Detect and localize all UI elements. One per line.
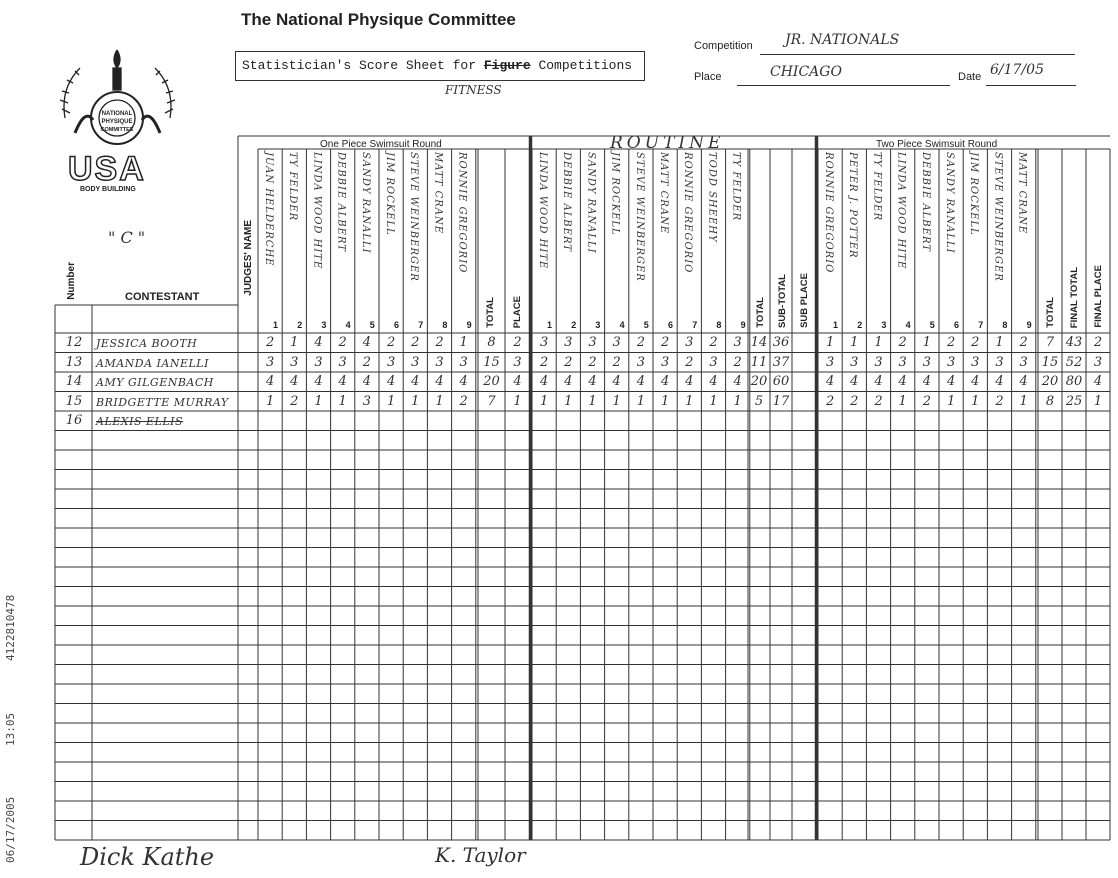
judge-name-r2-6: MATT CRANE <box>658 152 669 235</box>
row-5-number: 16 <box>65 413 83 428</box>
row-3-r3-score-1: 4 <box>825 374 835 389</box>
row-4-r3-score-3: 2 <box>874 393 883 409</box>
judge-name-r3-7: JIM ROCKELL <box>968 152 980 236</box>
row-2-r2-score-6: 3 <box>660 354 670 370</box>
r2-total-header: TOTAL <box>755 297 766 328</box>
row-4-r2-score-2: 1 <box>564 393 573 409</box>
row-2-r2-score-4: 2 <box>612 354 621 370</box>
number-header: Number <box>66 262 77 300</box>
judge-name-r1-5: SANDY RANALLI <box>359 152 371 254</box>
row-3-r3-score-2: 4 <box>850 374 859 389</box>
judge-name-r3-2: PETER J. POTTER <box>847 152 859 259</box>
row-2-r2-score-1: 2 <box>539 354 549 370</box>
row-4-r2-total: 5 <box>754 393 764 409</box>
row-1-r2-score-3: 3 <box>588 335 597 350</box>
row-3-r3-score-4: 4 <box>898 374 907 389</box>
judge-col-number-r3-3: 3 <box>881 320 887 330</box>
judges-name-header: JUDGES' NAME <box>243 220 254 296</box>
row-2-number: 13 <box>65 354 83 370</box>
judge-name-r2-8: TODD SHEEHY <box>706 152 718 243</box>
judge-col-number-r2-6: 6 <box>668 320 674 330</box>
row-4-r1-score-6: 1 <box>386 393 396 409</box>
row-2-r2-total: 11 <box>750 354 768 370</box>
row-2-r1-score-5: 2 <box>362 354 372 370</box>
row-4-final-place: 1 <box>1093 393 1103 409</box>
judge-col-number-r3-9: 9 <box>1026 320 1032 330</box>
handwritten-category: FITNESS <box>445 83 502 97</box>
row-1-r1-total: 8 <box>487 335 496 350</box>
row-1-r2-score-7: 3 <box>685 335 694 350</box>
row-1-r1-score-5: 4 <box>362 335 372 350</box>
round-label-3: Two Piece Swimsuit Round <box>876 139 998 150</box>
judge-col-number-r1-9: 9 <box>466 320 472 330</box>
svg-text:PHYSIQUE: PHYSIQUE <box>101 119 133 125</box>
row-4-r3-score-1: 2 <box>825 393 835 409</box>
judge-col-number-r1-6: 6 <box>394 320 400 330</box>
row-1-r2-score-5: 2 <box>636 335 646 350</box>
r2-subtotal-header: SUB-TOTAL <box>777 273 788 328</box>
row-4-r1-score-3: 1 <box>314 393 323 409</box>
row-3-r1-total: 20 <box>483 374 500 389</box>
judge-col-number-r1-7: 7 <box>418 320 424 330</box>
svg-text:COMMITTEE: COMMITTEE <box>100 127 134 133</box>
row-3-r3-score-9: 4 <box>1019 374 1028 389</box>
page-title: The National Physique Committee <box>241 10 516 29</box>
row-1-r3-score-7: 2 <box>971 335 980 350</box>
row-4-r2-score-7: 1 <box>685 393 694 409</box>
row-4-r1-score-9: 2 <box>459 393 468 409</box>
row-4-r2-score-9: 1 <box>733 393 742 409</box>
row-1-r3-score-1: 1 <box>825 335 835 350</box>
judge-name-r2-4: JIM ROCKELL <box>609 152 621 236</box>
row-2-r3-score-1: 3 <box>825 354 835 370</box>
judge-name-r3-8: STEVE WEINBERGER <box>992 152 1004 282</box>
row-3-r3-score-3: 4 <box>874 374 883 389</box>
date-label: Date <box>958 71 982 83</box>
row-1-r3-score-6: 2 <box>946 335 956 350</box>
row-3-r1-score-6: 4 <box>386 374 396 389</box>
row-4-r1-score-8: 1 <box>435 393 444 409</box>
row-1-r3-score-2: 1 <box>850 335 859 350</box>
judge-col-number-r2-4: 4 <box>619 320 625 330</box>
judge-col-number-r2-7: 7 <box>692 320 698 330</box>
row-3-r2-score-5: 4 <box>636 374 646 389</box>
date-value: 6/17/05 <box>990 62 1044 78</box>
row-3-r1-place: 4 <box>513 374 522 389</box>
judge-name-r3-5: DEBBIE ALBERT <box>919 152 931 252</box>
row-1-r1-score-2: 1 <box>290 335 299 350</box>
row-2-r1-score-2: 3 <box>290 354 299 370</box>
logo-usa: USA <box>68 150 146 188</box>
row-1-r1-score-9: 1 <box>459 335 468 350</box>
row-1-r2-score-2: 3 <box>564 335 573 350</box>
row-1-r3-score-4: 2 <box>898 335 907 350</box>
judge-name-r2-7: RONNIE GREGORIO <box>682 152 694 274</box>
row-3-final-place: 4 <box>1093 374 1103 389</box>
row-3-r3-score-5: 4 <box>922 374 932 389</box>
row-3-r1-score-4: 4 <box>338 374 347 389</box>
row-1-number: 12 <box>65 335 83 350</box>
row-3-r1-score-5: 4 <box>362 374 372 389</box>
judge-col-number-r2-2: 2 <box>571 320 577 330</box>
judge-name-r1-4: DEBBIE ALBERT <box>335 152 347 252</box>
row-2-r2-score-5: 3 <box>636 354 646 370</box>
row-4-r2-score-6: 1 <box>660 393 670 409</box>
row-4-r2-score-3: 1 <box>588 393 597 409</box>
row-2-final-total: 52 <box>1065 354 1083 370</box>
row-3-r2-score-2: 4 <box>564 374 573 389</box>
row-3-r1-score-8: 4 <box>435 374 444 389</box>
logo-bottom-text: BODY BUILDING <box>80 186 136 193</box>
final-place-header: FINAL PLACE <box>1093 265 1104 328</box>
class-letter: " C " <box>108 228 146 247</box>
row-1-r3-score-8: 1 <box>995 335 1004 350</box>
row-2-r1-score-7: 3 <box>411 354 420 370</box>
judge-col-number-r3-4: 4 <box>905 320 911 330</box>
r1-total-header: TOTAL <box>485 297 496 328</box>
row-1-r1-score-4: 2 <box>338 335 347 350</box>
row-3-contestant: AMY GILGENBACH <box>96 376 214 389</box>
row-1-r1-score-3: 4 <box>314 335 323 350</box>
row-4-r3-score-5: 2 <box>922 393 932 409</box>
row-3-final-total: 80 <box>1065 374 1083 389</box>
row-4-r2-score-1: 1 <box>539 393 549 409</box>
row-1-r3-score-9: 2 <box>1019 335 1028 350</box>
row-2-r1-score-4: 3 <box>338 354 347 370</box>
row-4-r2-score-4: 1 <box>612 393 621 409</box>
row-3-r1-score-2: 4 <box>290 374 299 389</box>
judge-name-r3-3: TY FELDER <box>871 152 883 222</box>
row-3-r1-score-9: 4 <box>459 374 468 389</box>
judge-col-number-r3-5: 5 <box>929 320 935 330</box>
row-4-r3-score-4: 1 <box>898 393 907 409</box>
row-1-r2-score-1: 3 <box>539 335 549 350</box>
row-3-r2-score-3: 4 <box>588 374 597 389</box>
row-4-r3-score-2: 2 <box>850 393 859 409</box>
row-4-r3-score-9: 1 <box>1019 393 1028 409</box>
row-1-final-total: 43 <box>1065 335 1083 350</box>
judge-name-r1-2: TY FELDER <box>287 152 299 222</box>
place-label: Place <box>694 71 722 83</box>
competition-value: JR. NATIONALS <box>785 32 900 48</box>
r2-subplace-header: SUB PLACE <box>799 273 810 328</box>
judge-col-number-r2-8: 8 <box>716 320 722 330</box>
row-2-r1-score-8: 3 <box>435 354 444 370</box>
row-3-r2-score-8: 4 <box>709 374 718 389</box>
contestant-header: CONTESTANT <box>125 291 200 303</box>
row-3-r3-score-6: 4 <box>946 374 956 389</box>
judge-col-number-r3-8: 8 <box>1002 320 1008 330</box>
row-2-r3-score-7: 3 <box>971 354 980 370</box>
place-value: CHICAGO <box>770 64 842 80</box>
row-2-r3-score-8: 3 <box>995 354 1004 370</box>
row-2-r3-score-2: 3 <box>850 354 859 370</box>
judge-col-number-r2-5: 5 <box>643 320 649 330</box>
row-2-final-place: 3 <box>1093 354 1103 370</box>
row-4-r1-total: 7 <box>487 393 496 409</box>
row-4-subtotal: 17 <box>772 393 790 409</box>
row-4-r3-score-6: 1 <box>946 393 956 409</box>
row-2-subtotal: 37 <box>772 354 790 370</box>
judge-name-r3-4: LINDA WOOD HITE <box>895 152 907 270</box>
r1-place-header: PLACE <box>512 295 523 328</box>
fax-stamp <box>4 595 17 863</box>
row-2-r1-score-3: 3 <box>314 354 323 370</box>
row-1-r1-score-6: 2 <box>386 335 396 350</box>
judge-col-number-r1-2: 2 <box>297 320 303 330</box>
row-2-r3-score-6: 3 <box>946 354 956 370</box>
row-2-r1-score-9: 3 <box>459 354 468 370</box>
row-1-r1-score-1: 2 <box>265 335 275 350</box>
row-3-r3-score-7: 4 <box>971 374 980 389</box>
row-4-r2-score-8: 1 <box>709 393 718 409</box>
row-1-r2-score-6: 2 <box>660 335 670 350</box>
row-1-r2-score-8: 2 <box>709 335 718 350</box>
judge-name-r2-5: STEVE WEINBERGER <box>633 152 645 282</box>
row-2-contestant: AMANDA IANELLI <box>96 356 209 370</box>
row-3-r1-score-7: 4 <box>411 374 420 389</box>
subtitle-prefix: Statistician's Score Sheet for <box>242 58 484 73</box>
judge-name-r1-3: LINDA WOOD HITE <box>311 152 323 270</box>
row-3-r2-score-7: 4 <box>685 374 694 389</box>
row-4-r1-score-4: 1 <box>338 393 347 409</box>
row-4-r3-total: 8 <box>1045 393 1055 409</box>
fax-date: 06/17/2005 <box>4 796 17 863</box>
competition-label: Competition <box>694 40 753 52</box>
row-1-r2-total: 14 <box>750 335 768 350</box>
row-2-r3-score-9: 3 <box>1019 354 1028 370</box>
final-total-header: FINAL TOTAL <box>1069 266 1080 328</box>
row-1-r2-score-9: 3 <box>733 335 742 350</box>
judge-name-r1-6: JIM ROCKELL <box>384 152 395 236</box>
row-1-subtotal: 36 <box>772 335 790 350</box>
row-3-r1-score-1: 4 <box>265 374 275 389</box>
row-2-r3-score-3: 3 <box>874 354 883 370</box>
row-2-r1-score-1: 3 <box>265 354 275 370</box>
row-2-r1-total: 15 <box>483 354 500 370</box>
judge-name-r3-6: SANDY RANALLI <box>944 152 955 254</box>
row-3-r3-total: 20 <box>1041 374 1059 389</box>
row-2-r3-score-4: 3 <box>898 354 907 370</box>
row-2-r2-score-3: 2 <box>588 354 597 370</box>
judge-col-number-r1-8: 8 <box>442 320 448 330</box>
subtitle-struck-word: Figure <box>483 58 531 73</box>
fax-time: 13:05 <box>4 712 17 746</box>
row-5-contestant: ALEXIS ELLIS <box>96 415 184 428</box>
judge-col-number-r1-1: 1 <box>273 320 279 330</box>
judge-name-r1-9: RONNIE GREGORIO <box>456 152 468 274</box>
judge-col-number-r1-3: 3 <box>321 320 327 330</box>
row-2-r2-score-2: 2 <box>564 354 573 370</box>
row-4-number: 15 <box>65 393 83 409</box>
judge-col-number-r1-5: 5 <box>369 320 375 330</box>
row-2-r3-score-5: 3 <box>922 354 932 370</box>
judge-name-r2-3: SANDY RANALLI <box>585 152 597 254</box>
fax-id: 4122810478 <box>4 595 17 662</box>
row-1-r3-total: 7 <box>1045 335 1055 350</box>
row-3-r2-score-1: 4 <box>539 374 549 389</box>
judge-name-r3-9: MATT CRANE <box>1016 152 1028 235</box>
judge-name-r2-2: DEBBIE ALBERT <box>561 152 573 252</box>
date-line <box>986 85 1076 86</box>
judge-col-number-r3-6: 6 <box>954 320 960 330</box>
row-4-r1-score-1: 1 <box>265 393 275 409</box>
row-2-r3-total: 15 <box>1041 354 1059 370</box>
row-3-subtotal: 60 <box>772 374 790 389</box>
row-1-contestant: JESSICA BOOTH <box>96 337 198 350</box>
subtitle-suffix: Competitions <box>530 58 633 73</box>
row-4-contestant: BRIDGETTE MURRAY <box>96 395 229 409</box>
judge-name-r2-1: LINDA WOOD HITE <box>537 152 548 270</box>
judge-col-number-r3-2: 2 <box>857 320 863 330</box>
judge-name-r1-1: JUAN HELDERCHE <box>263 152 274 267</box>
row-1-r3-score-5: 1 <box>922 335 932 350</box>
row-2-r2-score-9: 2 <box>733 354 742 370</box>
judge-col-number-r2-3: 3 <box>595 320 601 330</box>
row-4-r2-score-5: 1 <box>636 393 646 409</box>
row-2-r1-place: 3 <box>513 354 522 370</box>
row-4-r3-score-8: 2 <box>995 393 1004 409</box>
row-1-r1-score-7: 2 <box>411 335 420 350</box>
row-4-final-total: 25 <box>1065 393 1083 409</box>
row-4-r1-score-2: 2 <box>290 393 299 409</box>
row-1-r3-score-3: 1 <box>874 335 883 350</box>
row-3-r2-score-6: 4 <box>660 374 670 389</box>
row-3-r2-total: 20 <box>750 374 768 389</box>
row-1-r1-place: 2 <box>513 335 522 350</box>
row-4-r1-score-7: 1 <box>411 393 420 409</box>
row-4-r1-score-5: 3 <box>362 393 372 409</box>
sheet-subtitle <box>235 51 645 81</box>
signature-left: Dick Kathe <box>80 843 215 871</box>
row-3-r2-score-4: 4 <box>612 374 621 389</box>
round-label-1: One Piece Swimsuit Round <box>320 139 442 150</box>
judge-col-number-r3-7: 7 <box>978 320 984 330</box>
svg-text:NATIONAL: NATIONAL <box>101 111 133 117</box>
judge-name-r3-1: RONNIE GREGORIO <box>823 152 834 274</box>
row-1-r2-score-4: 3 <box>612 335 621 350</box>
row-2-r2-score-8: 3 <box>709 354 718 370</box>
judge-col-number-r1-4: 4 <box>345 320 351 330</box>
judge-name-r2-9: TY FELDER <box>730 152 742 222</box>
judge-name-r1-7: STEVE WEINBERGER <box>408 152 420 282</box>
row-3-r1-score-3: 4 <box>314 374 323 389</box>
row-4-r1-place: 1 <box>513 393 522 409</box>
row-4-r3-score-7: 1 <box>971 393 980 409</box>
round-label-2: ROUTINE <box>610 133 725 153</box>
row-2-r2-score-7: 2 <box>685 354 694 370</box>
competition-line <box>760 54 1075 55</box>
signature-right: K. Taylor <box>435 843 526 867</box>
row-1-r1-score-8: 2 <box>435 335 444 350</box>
r3-total-header: TOTAL <box>1045 297 1056 328</box>
judge-col-number-r2-9: 9 <box>740 320 746 330</box>
row-2-r1-score-6: 3 <box>386 354 396 370</box>
judge-col-number-r2-1: 1 <box>547 320 553 330</box>
judge-col-number-r3-1: 1 <box>833 320 839 330</box>
place-line <box>737 85 950 86</box>
row-3-r3-score-8: 4 <box>995 374 1004 389</box>
row-3-number: 14 <box>65 374 83 389</box>
row-1-final-place: 2 <box>1093 335 1103 350</box>
judge-name-r1-8: MATT CRANE <box>432 152 444 235</box>
row-3-r2-score-9: 4 <box>733 374 742 389</box>
